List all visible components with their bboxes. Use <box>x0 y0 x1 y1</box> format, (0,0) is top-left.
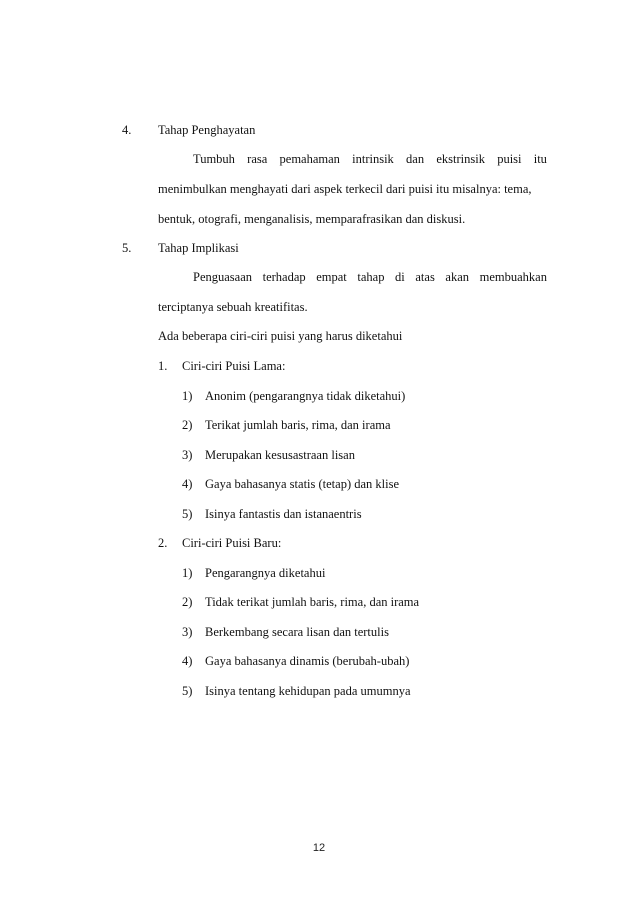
word: intrinsik <box>352 152 394 166</box>
list-item-number: 5) <box>182 507 193 521</box>
list-item: Isinya tentang kehidupan pada umumnya <box>205 684 411 698</box>
list-item-number: 1) <box>182 389 193 403</box>
section-4-paragraph-line-3: bentuk, otografi, menganalisis, memparafrasikan dan diskusi. <box>158 212 466 226</box>
list-item: Berkembang secara lisan dan tertulis <box>205 625 389 639</box>
list-item: Anonim (pengarangnya tidak diketahui) <box>205 389 406 403</box>
section-4-heading: Tahap Penghayatan <box>158 123 256 137</box>
word: Penguasaan <box>193 270 253 284</box>
list-item: Terikat jumlah baris, rima, dan irama <box>205 418 391 432</box>
list-item-number: 3) <box>182 448 193 462</box>
section-4-paragraph-line-2: menimbulkan menghayati dari aspek terkecil dari puisi itu misalnya: tema, <box>158 182 532 196</box>
list-item-number: 1) <box>182 566 193 580</box>
list-item: Tidak terikat jumlah baris, rima, dan irama <box>205 595 420 609</box>
word: Tumbuh <box>193 152 235 166</box>
word: itu <box>533 152 547 166</box>
list-item: Pengarangnya diketahui <box>205 566 326 580</box>
list-item-number: 3) <box>182 625 193 639</box>
word: ekstrinsik <box>436 152 485 166</box>
list-item: Gaya bahasanya dinamis (berubah-ubah) <box>205 654 410 668</box>
list-item: Gaya bahasanya statis (tetap) dan klise <box>205 477 400 491</box>
list-item-number: 2) <box>182 595 193 609</box>
word: terhadap <box>262 270 306 284</box>
list-item-number: 2) <box>182 418 193 432</box>
section-5-paragraph-line-2: terciptanya sebuah kreatifitas. <box>158 300 308 314</box>
word: rasa <box>247 152 268 166</box>
word: akan <box>445 270 470 284</box>
section-5-paragraph-line-1 <box>193 271 547 284</box>
word: atas <box>415 270 435 284</box>
section-5-intro: Ada beberapa ciri-ciri puisi yang harus diketahui <box>158 329 403 343</box>
list-lama-number: 1. <box>158 359 168 373</box>
word: membuahkan <box>479 270 547 284</box>
list-item: Isinya fantastis dan istanaentris <box>205 507 362 521</box>
list-baru-title: Ciri-ciri Puisi Baru: <box>182 536 282 550</box>
word: empat <box>316 270 347 284</box>
list-baru-number: 2. <box>158 536 168 550</box>
section-4-number: 4. <box>122 123 132 137</box>
section-5-heading: Tahap Implikasi <box>158 241 239 255</box>
page-number: 12 <box>312 842 326 854</box>
word: pemahaman <box>279 152 340 166</box>
word: puisi <box>497 152 522 166</box>
list-lama-title: Ciri-ciri Puisi Lama: <box>182 359 286 373</box>
section-5-number: 5. <box>122 241 132 255</box>
list-item-number: 5) <box>182 684 193 698</box>
word: di <box>395 270 405 284</box>
list-item-number: 4) <box>182 477 193 491</box>
word: dan <box>406 152 425 166</box>
list-item: Merupakan kesusastraan lisan <box>205 448 355 462</box>
list-item-number: 4) <box>182 654 193 668</box>
section-4-paragraph-line-1 <box>193 153 547 166</box>
word: tahap <box>357 270 385 284</box>
